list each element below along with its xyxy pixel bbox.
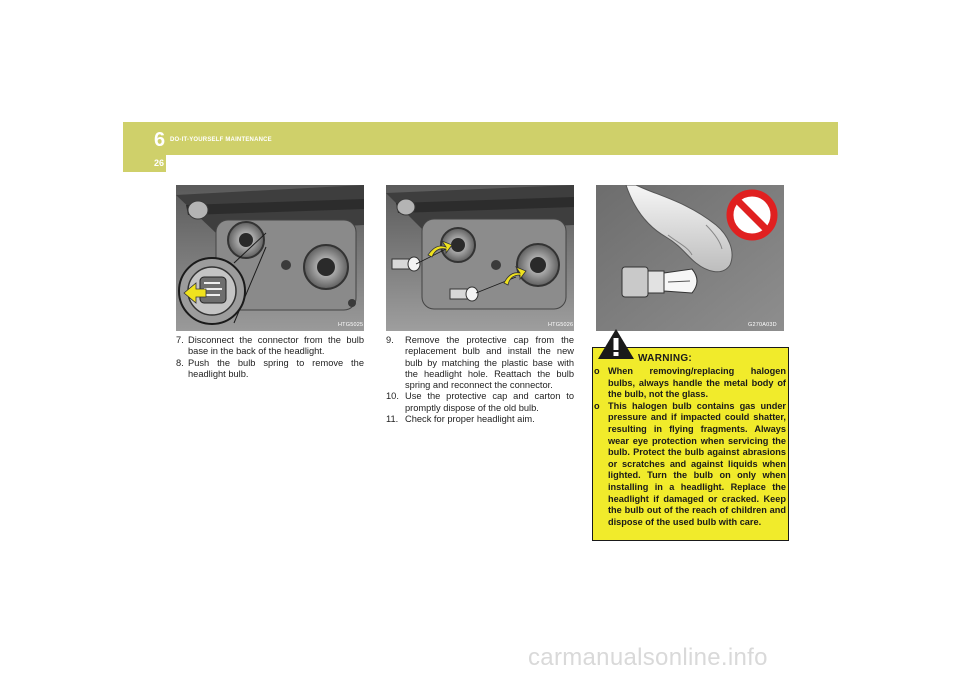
step-number: 7. (176, 335, 184, 345)
prohibition-icon (730, 193, 774, 237)
list-item (386, 414, 574, 425)
steps-column-1 (176, 335, 364, 380)
exclamation-triangle-icon (596, 327, 636, 361)
list-item (386, 335, 574, 391)
bulb-right (450, 287, 478, 301)
step-text: Push the bulb spring to remove the headlight bulb. (188, 357, 364, 379)
warning-text: When removing/replacing halogen bulbs, always handle the metal body of the bulb, not the glass. (608, 366, 786, 400)
step-text: Remove the protective cap from the replacement bulb and install the new bulb by matching the plastic base with the headlight hole. Reattach the bulb spring and reconnect the connector. (405, 335, 574, 391)
step-text: Use the protective cap and carton to promptly dispose of the old bulb. (405, 391, 574, 413)
bulb-left (392, 257, 420, 271)
figure-code: G270A03D (748, 322, 777, 328)
list-item (594, 366, 786, 401)
list-item (594, 401, 786, 529)
headlight-install-illustration (386, 185, 574, 331)
chapter-title: DO-IT-YOURSELF MAINTENANCE (170, 137, 272, 143)
figure-code: HTG5025 (338, 322, 364, 328)
step-number: 9. (386, 335, 394, 345)
warning-list (594, 366, 786, 528)
step-text: Disconnect the connector from the bulb base in the back of the headlight. (188, 335, 364, 357)
step-number: 10. (386, 391, 399, 402)
warning-title: WARNING: (638, 353, 693, 364)
figure-code: HTG5026 (548, 322, 574, 328)
halogen-bulb (622, 267, 697, 297)
figure-install-bulb (386, 185, 574, 331)
list-item (176, 335, 364, 358)
headlight-rear-illustration (176, 185, 364, 331)
page-number: 26 (154, 158, 165, 168)
list-item (176, 358, 364, 381)
bullet: o (594, 366, 600, 376)
chapter-number: 6 (154, 129, 166, 151)
warning-text: This halogen bulb contains gas under pressure and if impacted could shatter, resulting in flying fragments. Always wear eye protection when servicing the bulb. Protect the bulb against abrasions or scratches and against liquids when lighted. Turn the bulb on only when installing in a headlight. Replace the headlight if damaged or cracked. Keep the bulb out of the reach of children and dispose of the used bulb with care. (608, 400, 786, 527)
step-number: 8. (176, 357, 184, 368)
step-number: 11. (386, 414, 399, 425)
steps-column-2 (386, 335, 574, 425)
figure-headlight-connector (176, 185, 364, 331)
step-text: Check for proper headlight aim. (405, 414, 535, 425)
figure-do-not-touch-glass (596, 185, 784, 331)
bullet: o (594, 400, 600, 411)
watermark: carmanualsonline.info (528, 644, 768, 671)
list-item (386, 391, 574, 414)
hand-bulb-illustration (596, 185, 784, 331)
